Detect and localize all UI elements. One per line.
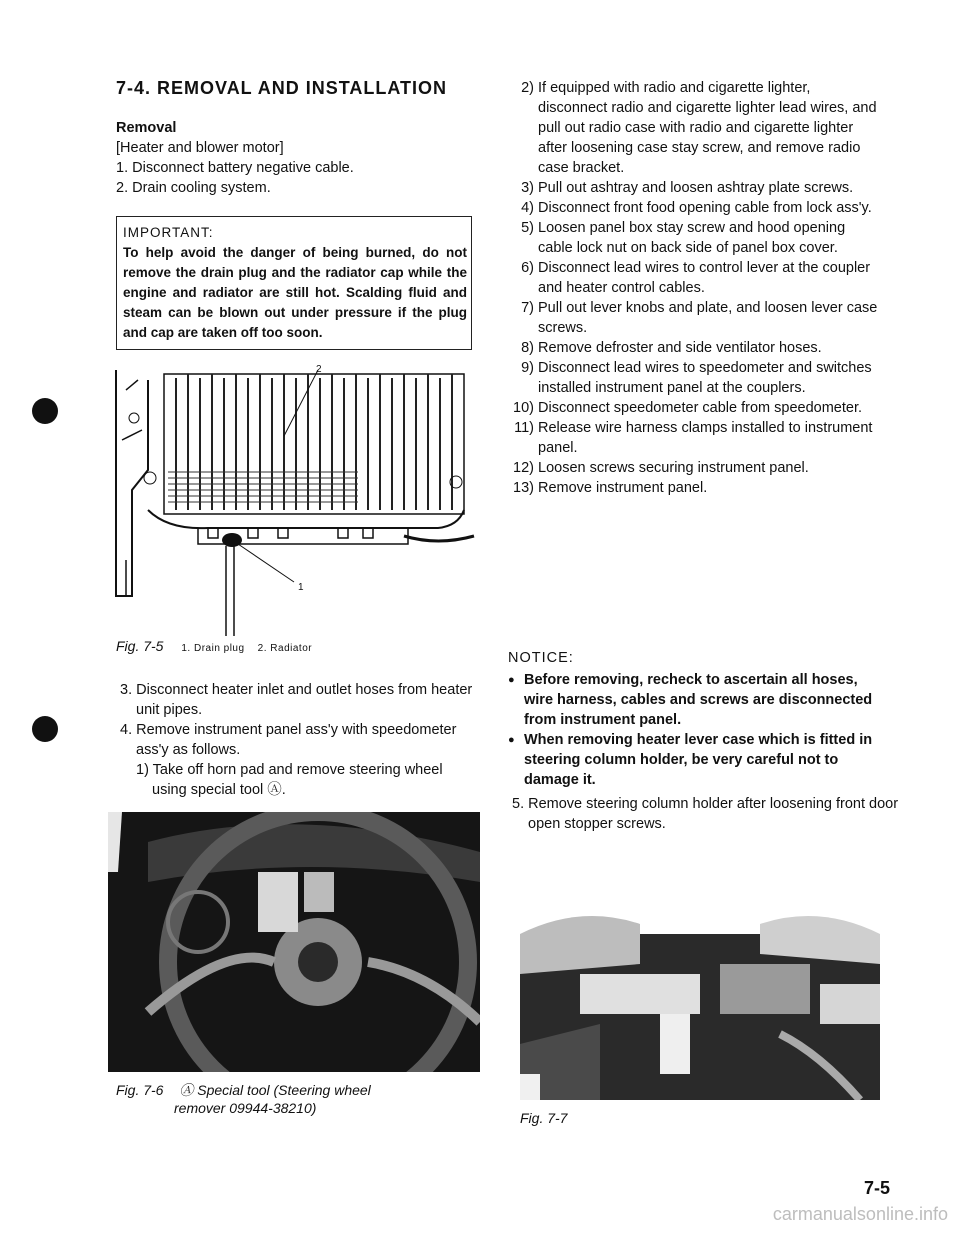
steps-after <box>116 680 476 800</box>
important-title: IMPORTANT: <box>123 225 214 240</box>
removal-title: Removal <box>116 120 177 136</box>
substep-1: 1) Take off horn pad and remove steering wheel using special tool Ⓐ. <box>136 762 443 798</box>
substep-5: 5) Loosen panel box stay screw and hood opening cable lock nut on back side of panel box cover. <box>521 220 846 256</box>
substep-8: 8) Remove defroster and side ventilator hoses. <box>521 340 822 356</box>
substep-13: 13) Remove instrument panel. <box>513 480 708 496</box>
fig75-label: Fig. 7-5 <box>116 638 164 654</box>
substep-10: 10) Disconnect speedometer cable from speedometer. <box>513 400 863 416</box>
fig76-caption-line1: Ⓐ Special tool (Steering wheel <box>179 1082 371 1098</box>
important-box <box>116 216 472 350</box>
watermark: carmanualsonline.info <box>772 1204 948 1224</box>
notice-item: ● Before removing, recheck to ascertain all hoses, wire harness, cables and screws are disconnected from instrument panel. <box>508 670 883 730</box>
fig75-caption <box>116 638 312 654</box>
fig75-legend: 1. Drain plug 2. Radiator <box>181 643 313 654</box>
notice-title: NOTICE: <box>508 650 574 666</box>
punch-hole-top <box>32 398 58 424</box>
notice-item: ● When removing heater lever case which is fitted in steering column holder, be very careful not to damage it. <box>508 730 883 790</box>
removal-intro <box>116 118 476 198</box>
punch-hole-bottom <box>32 716 58 742</box>
substep-2: 2) If equipped with radio and cigarette lighter, disconnect radio and cigarette lighter lead wires, and pull out radio case with radio and cigarette lighter after loosening case stay screw, and remove radio case bracket. <box>521 80 877 176</box>
substep-4: 4) Disconnect front food opening cable from lock ass'y. <box>521 200 872 216</box>
radiator-drawing <box>108 360 484 636</box>
callout-1: 1 <box>298 582 304 593</box>
substep-12: 12) Loosen screws securing instrument panel. <box>513 460 809 476</box>
fig76-caption-line2: remover 09944-38210) <box>174 1100 317 1116</box>
fig76-label: Fig. 7-6 <box>116 1082 164 1098</box>
right-steps <box>508 78 883 498</box>
removal-subtitle: [Heater and blower motor] <box>116 140 284 156</box>
substep-3: 3) Pull out ashtray and loosen ashtray plate screws. <box>521 180 854 196</box>
column-holder-photo <box>520 904 880 1100</box>
callout-2: 2 <box>316 364 322 375</box>
step-4: 4. Remove instrument panel ass'y with speedometer ass'y as follows. <box>120 722 457 758</box>
substep-9: 9) Disconnect lead wires to speedometer and switches installed instrument panel at the couplers. <box>521 360 872 396</box>
substep-6: 6) Disconnect lead wires to control lever at the coupler and heater control cables. <box>521 260 871 296</box>
important-body: To help avoid the danger of being burned, do not remove the drain plug and the radiator cap while the engine and radiator are still hot. Scalding fluid and steam can be blown out under pressure if the plug and cap are taken off too soon. <box>123 245 467 340</box>
page-number: 7-5 <box>863 1178 890 1198</box>
step-2: 2. Drain cooling system. <box>116 180 271 196</box>
notice-block <box>508 648 883 790</box>
fig77-label: Fig. 7-7 <box>520 1110 568 1126</box>
step-3: 3. Disconnect heater inlet and outlet hoses from heater unit pipes. <box>120 682 473 718</box>
fig76-caption <box>116 1080 476 1116</box>
section-heading: 7-4. REMOVAL AND INSTALLATION <box>116 78 448 98</box>
substep-11: 11) Release wire harness clamps installed to instrument panel. <box>514 420 873 456</box>
substep-7: 7) Pull out lever knobs and plate, and loosen lever case screws. <box>521 300 878 336</box>
step-5: 5. Remove steering column holder after loosening front door open stopper screws. <box>512 796 899 832</box>
steering-wheel-photo <box>108 812 480 1072</box>
step-1: 1. Disconnect battery negative cable. <box>116 160 354 176</box>
